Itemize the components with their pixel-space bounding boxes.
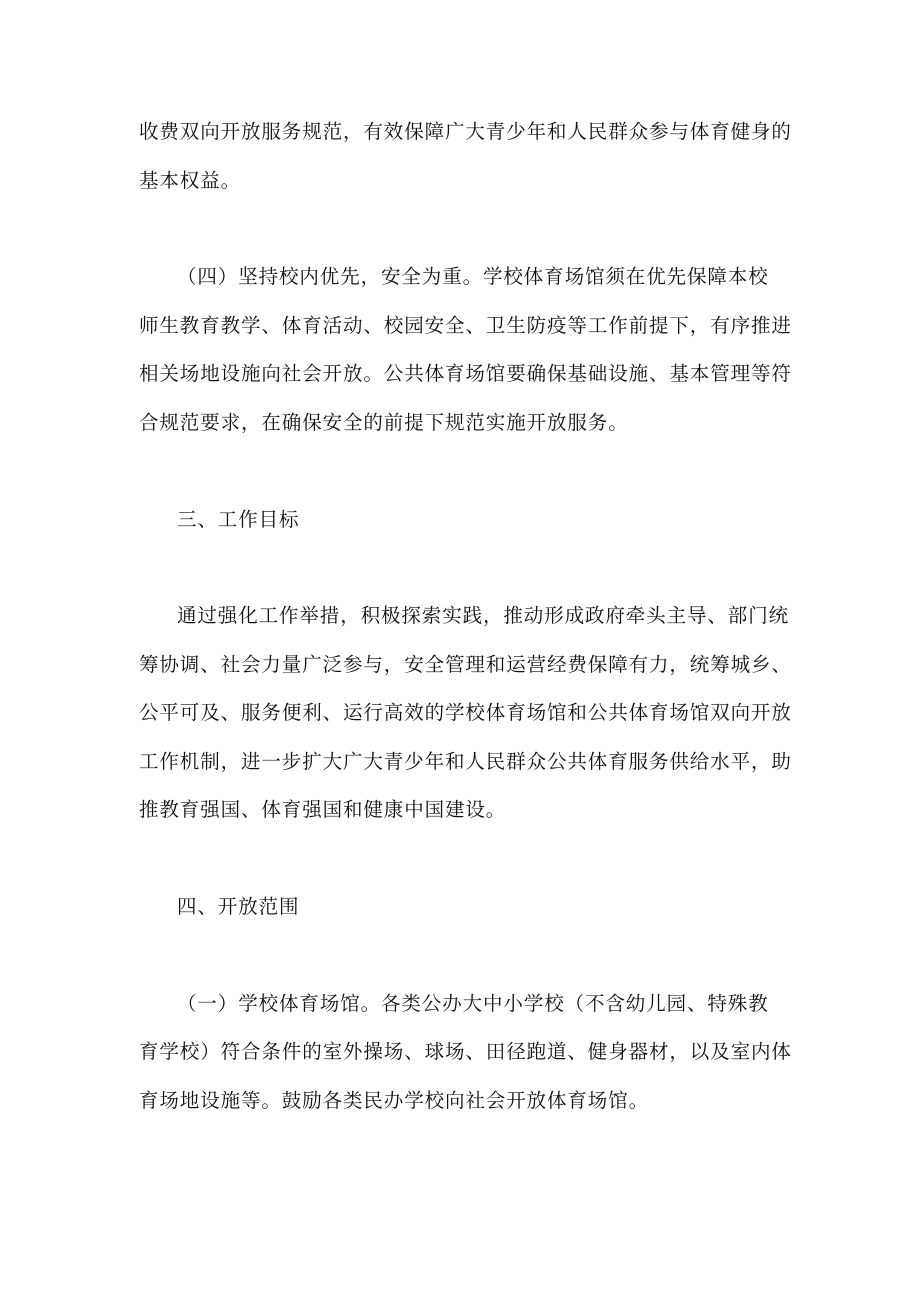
paragraph-4-line-4: 合规范要求，在确保安全的前提下规范实施开放服务。 xyxy=(139,411,629,434)
goals-paragraph-line-2: 筹协调、社会力量广泛参与，安全管理和运营经费保障有力，统筹城乡、 xyxy=(139,653,792,676)
paragraph-2-line-end: 收费双向开放服务规范，有效保障广大青少年和人民群众参与体育健身的 xyxy=(139,120,792,143)
scope-paragraph-line-1: （一）学校体育场馆。各类公办大中小学校（不含幼儿园、特殊教 xyxy=(177,992,769,1015)
paragraph-2-line-last: 基本权益。 xyxy=(139,169,242,192)
scope-paragraph-line-3: 育场地设施等。鼓励各类民办学校向社会开放体育场馆。 xyxy=(139,1089,650,1112)
goals-paragraph-line-5: 推教育强国、体育强国和健康中国建设。 xyxy=(139,798,507,821)
paragraph-4-line-3: 相关场地设施向社会开放。公共体育场馆要确保基础设施、基本管理等符 xyxy=(139,362,792,385)
goals-paragraph-line-4: 工作机制，进一步扩大广大青少年和人民群众公共体育服务供给水平，助 xyxy=(139,750,792,773)
section-heading-3: 三、工作目标 xyxy=(177,508,300,531)
goals-paragraph-line-3: 公平可及、服务便利、运行高效的学校体育场馆和公共体育场馆双向开放 xyxy=(139,701,792,724)
paragraph-4-line-1: （四）坚持校内优先，安全为重。学校体育场馆须在优先保障本校 xyxy=(177,265,769,288)
section-heading-4: 四、开放范围 xyxy=(177,895,300,918)
paragraph-4-line-2: 师生教育教学、体育活动、校园安全、卫生防疫等工作前提下，有序推进 xyxy=(139,314,792,337)
goals-paragraph-line-1: 通过强化工作举措，积极探索实践，推动形成政府牵头主导、部门统 xyxy=(177,604,790,627)
scope-paragraph-line-2: 育学校）符合条件的室外操场、球场、田径跑道、健身器材，以及室内体 xyxy=(139,1040,792,1063)
